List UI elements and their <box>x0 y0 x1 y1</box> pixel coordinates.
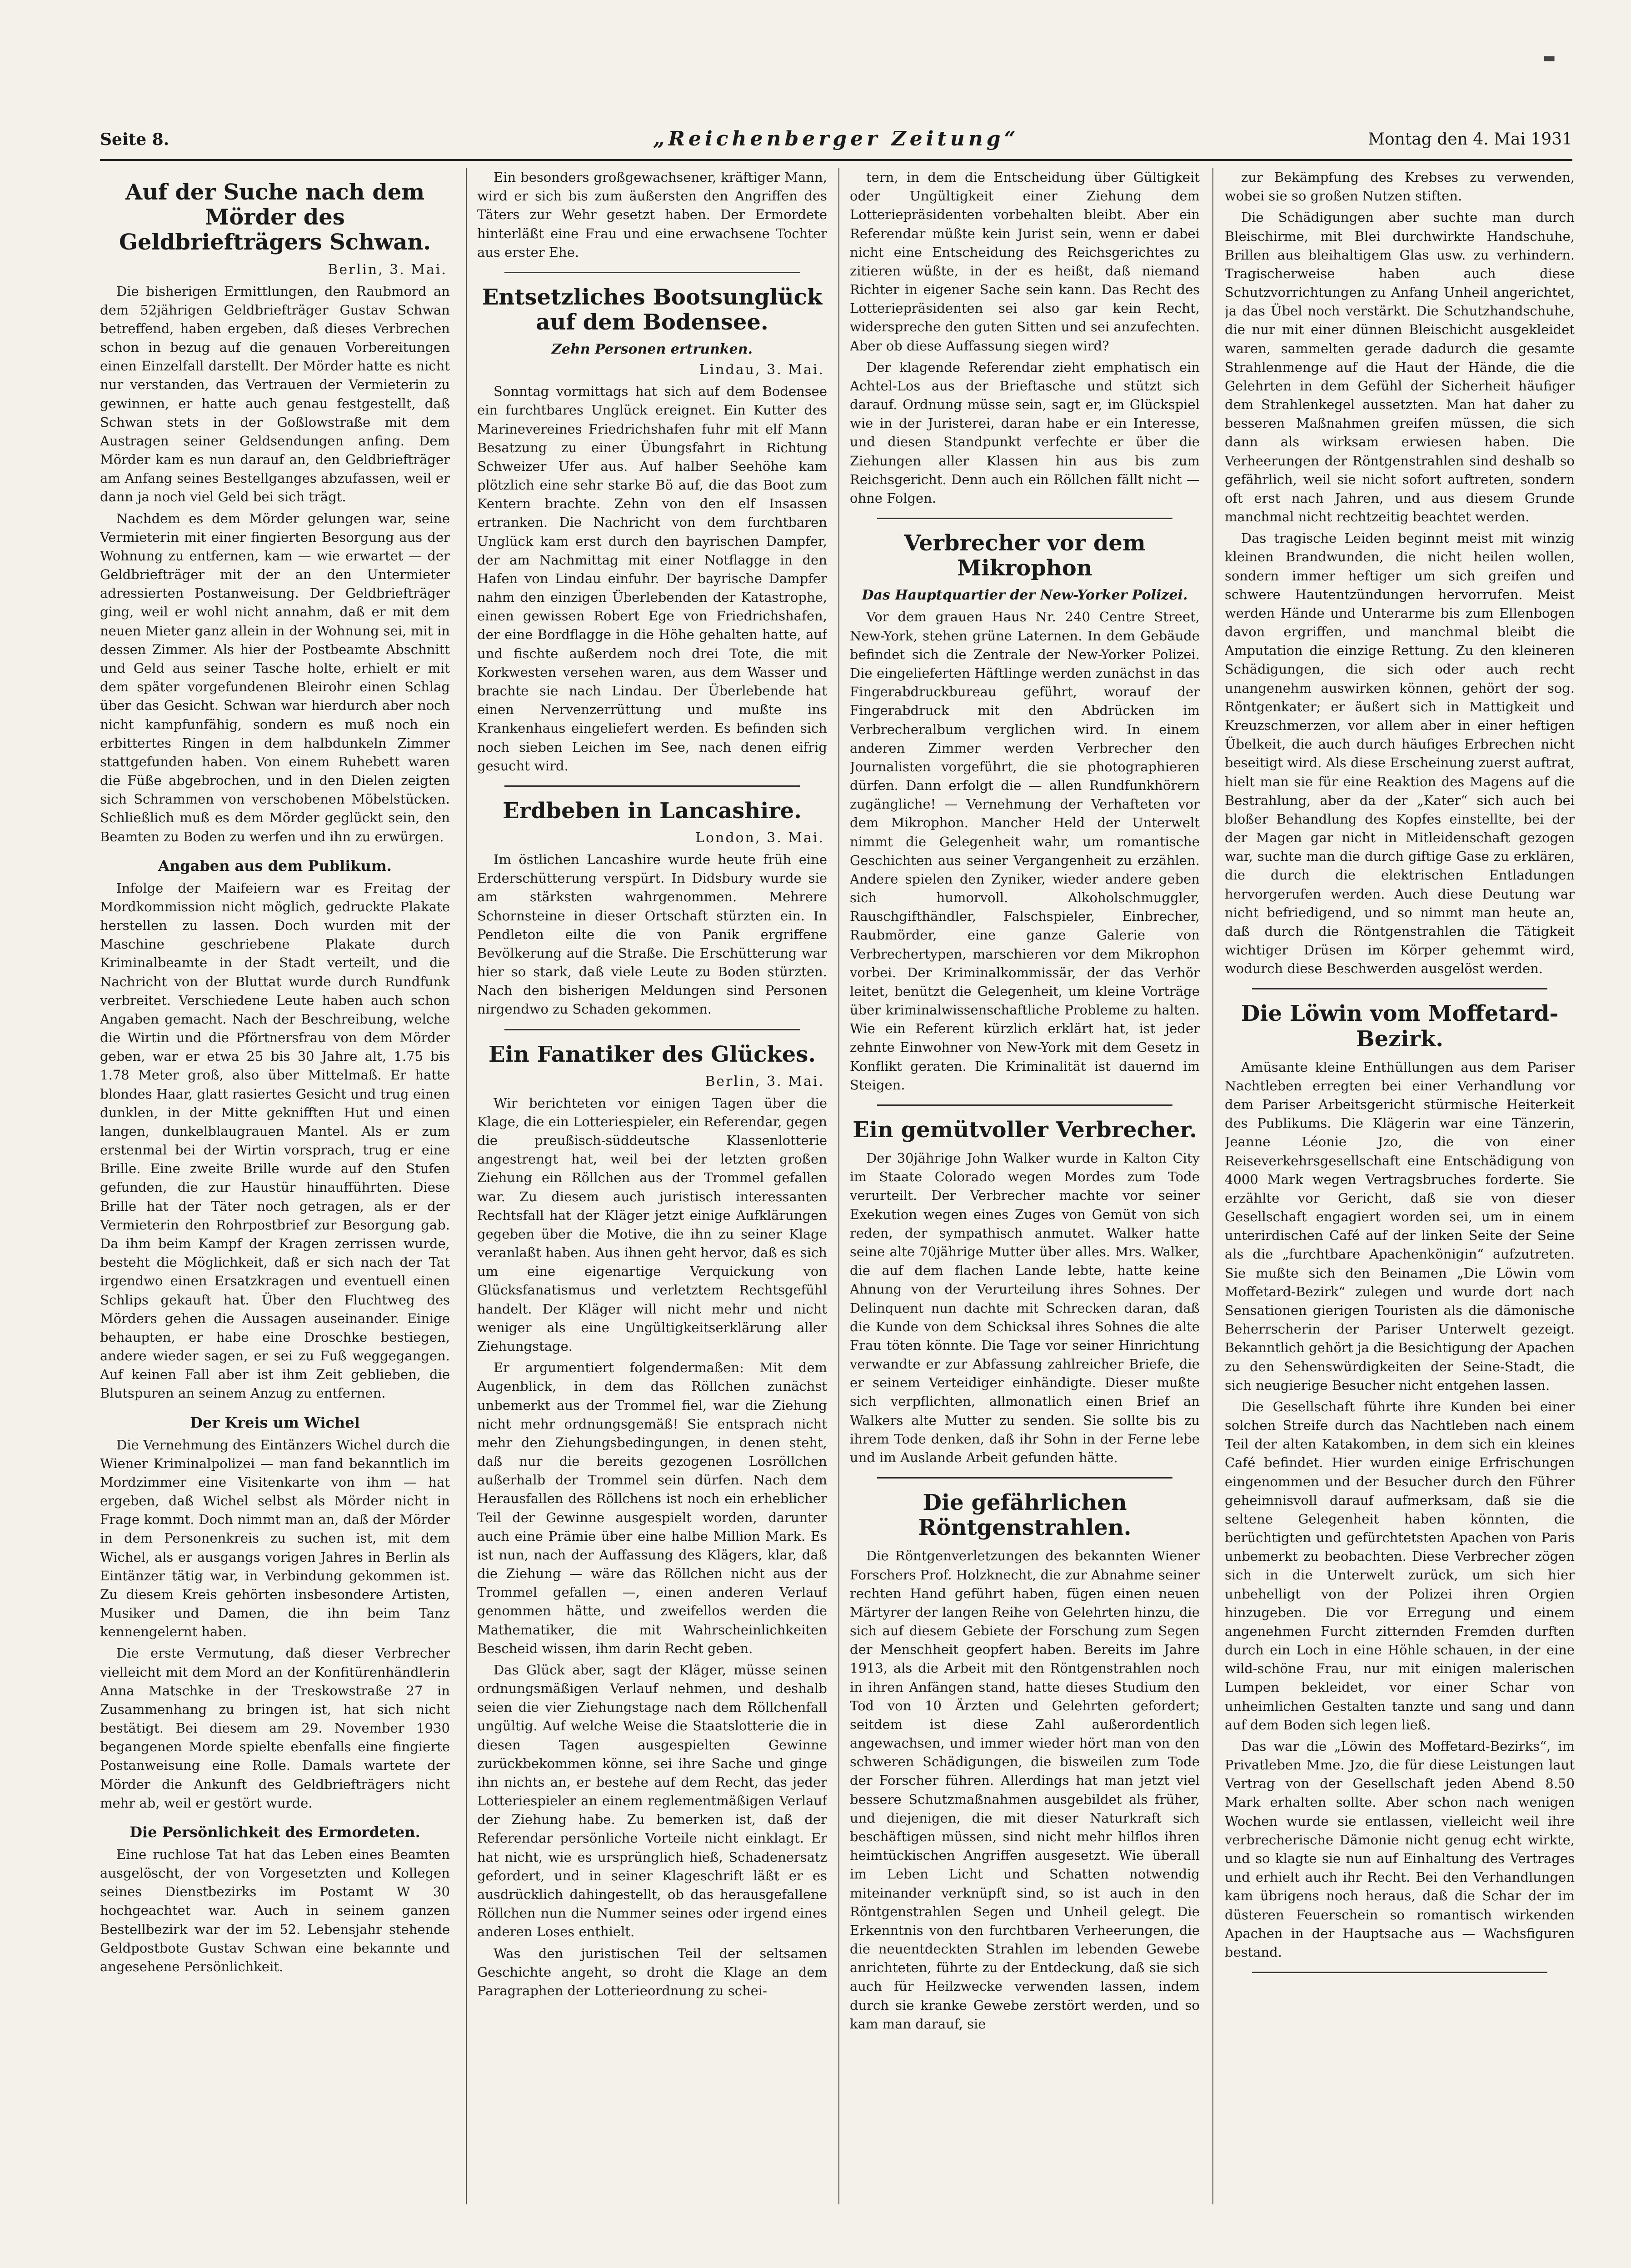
dateline: Berlin, 3. Mai. <box>705 1073 824 1089</box>
article-paragraph: Das Glück aber, sagt der Kläger, müsse seinen ordnungsmäßigen Verlauf nehmen, und deshalb seien die vier Ziehungstage nach dem Röllchenfall ungültig. Auf welche Weise die Staatslotterie die in diesen Tagen ausgespielten Gewinne zurückbekommen könne, sei ihre Sache und ginge ihn nichts an, er bestehe auf dem Recht, das jeder Lotteriespieler an einem reglementmäßigen Verlauf der Ziehung habe. Zu bemerken ist, daß der Referendar persönliche Vorteile nicht einklagt. Er hat nicht, wie es ursprünglich hieß, Schadenersatz gefordert, und in seiner Klageschrift läßt er es ausdrücklich dahingestellt, ob das herausgefallene Röllchen nun die Nummer seines oder irgend eines anderen Loses enthielt. <box>477 1662 827 1940</box>
article-paragraph: Die erste Vermutung, daß dieser Verbrecher vielleicht mit dem Mord an der Konfitürenhändlerin Anna Matschke in der Treskowstraße 27 in Zusammenhang zu bringen ist, hat sich nicht bestätigt. Bei diesem am 29. November 1930 begangenen Morde spielte ebenfalls eine fingierte Postanweisung eine Rolle. Damals wartete der Mörder die Ankunft des Geldbriefträgers nicht mehr ab, weil er gestört wurde. <box>100 1645 450 1811</box>
article-paragraph: Die Gesellschaft führte ihre Kunden bei einer solchen Streife durch das Nachtleben nach einem Teil der alten Katakomben, in dem sich ein kleines Café befindet. Hier wurden einige Erfrischungen eingenommen und der Besucher durch den Führer geheimnisvoll darauf aufmerksam, daß sie die seltene Gelegenheit haben könnten, die berüchtigten und gefürchtetsten Apachen von Paris unbemerkt zu beobachten. Diese Verbrecher zögen sich in die Unterwelt zurück, um sich hier unbehelligt von der Polizei ihren Orgien hinzugeben. Die vor Erregung und einem angenehmen Furcht zitternden Fremden durften durch ein Loch in eine Höhle schauen, in der eine wild-schöne Frau, nur mit einigen malerischen Lumpen bekleidet, vor einer Schar von unheimlichen Gestalten tanzte und sang und dann auf dem Boden sich legen ließ. <box>1225 1399 1575 1733</box>
dateline: Berlin, 3. Mai. <box>328 261 447 278</box>
column-divider <box>838 168 839 2204</box>
page-header <box>100 127 1572 159</box>
article-paragraph: Das tragische Leiden beginnt meist mit winzig kleinen Brandwunden, die nicht heilen wollen, sondern immer heftiger um sich greifen und schwere Hautentzündungen hervorrufen. Meist werden Hände und Unterarme bis zum Ellenbogen davon ergriffen, und manchmal bleibt die Amputation die einzige Rettung. Zu den kleineren Schädigungen, die sich oder auch recht unangenehm auswirken können, gehört der sog. Röntgenkater; er äußert sich in Mattigkeit und Kreuzschmerzen, vor allem aber in einer heftigen Übelkeit, die auch durch häufiges Erbrechen nicht beseitigt wird. Als diese Erscheinung zuerst auftrat, hielt man sie für eine Reaktion des Magens auf die Bestrahlung, aber da der „Kater“ sich auch bei bloßer Behandlung des Kopfes einstellte, bei der der Magen gar nicht in Mitleidenschaft gezogen war, suchte man die durch giftige Gase zu erklären, die durch die elektrischen Entladungen hervorgerufen werden. Auch diese Deutung war nicht befriedigend, und so nimmt man heute an, daß durch die Röntgenstrahlen die Tätigkeit wichtiger Drüsen im Körper gehemmt wird, wodurch diese Beschwerden ausgelöst werden. <box>1225 530 1575 977</box>
article-paragraph: Die Schädigungen aber suchte man durch Bleischirme, mit Blei durchwirkte Handschuhe, Brillen aus bleihaltigem Glas usw. zu verhindern. Tragischerweise haben auch diese Schutzvorrichtungen zu Anfang Unheil angerichtet, ja das Übel noch verstärkt. Die Schutzhandschuhe, die nur mit einer dünnen Bleischicht ausgekleidet waren, sammelten gerade dadurch die gesamte Strahlenmenge auf die Haut der Hände, die die Gelehrten in dem Gefühl der Sicherheit häufiger dem Strahlenkegel aussetzten. Man hat daher zu besseren Maßnahmen greifen müssen, die sich dann als wirksam erwiesen haben. Die Verheerungen der Röntgenstrahlen sind deshalb so gefährlich, weil sie nicht sofort auftreten, sondern oft erst nach Jahren, und aus diesem Grunde manchmal nicht rechtzeitig beachtet werden. <box>1225 210 1575 525</box>
article-paragraph: zur Bekämpfung des Krebses zu verwenden, wobei sie so großen Nutzen stiften. <box>1225 170 1575 204</box>
column-divider <box>1212 168 1213 2204</box>
article-separator <box>504 1029 800 1030</box>
column-3 <box>850 168 1200 2204</box>
subheading-angaben: Angaben aus dem Publikum. <box>158 857 392 874</box>
article-paragraph: Was den juristischen Teil der seltsamen Geschichte angeht, so droht die Klage an dem Paragraphen der Lotterieordnung zu schei- <box>477 1945 827 1998</box>
article-paragraph: Nachdem es dem Mörder gelungen war, seine Vermieterin mit einer fingierten Besorgung aus der Wohnung zu entfernen, kam — wie erwartet — der Geldbriefträger mit der an den Untermieter adressierten Postanweisung. Der Geldbriefträger ging, weil er wohl nicht annahm, daß er mit dem neuen Mieter ganz allein in der Wohnung sei, mit in dessen Zimmer. Als hier der Postbeamte Abschnitt und Geld aus seiner Tasche holte, erhielt er mit dem später vorgefundenen Bleirohr einen Schlag über das Gesicht. Schwan war hierdurch aber noch nicht kampfunfähig, sondern es muß noch ein erbittertes Ringen in dem halbdunkeln Zimmer stattgefunden haben. Von einem Ruhebett waren die Füße abgebrochen, und in den Dielen zeigten sich Schrammen von verschobenen Möbelstücken. Schließlich muß es dem Mörder geglückt sein, den Beamten zu Boden zu werfen und ihn zu erwürgen. <box>100 510 450 844</box>
headline-erdbeben: Erdbeben in Lancashire. <box>503 798 802 824</box>
column-1 <box>100 168 450 2204</box>
headline-gemuetvoll: Ein gemütvoller Verbrecher. <box>853 1117 1197 1143</box>
article-separator <box>1252 1972 1547 1973</box>
page-number: Seite 8. <box>100 130 170 149</box>
headline-schwan: Auf der Suche nach dem Mörder des Geldbriefträgers Schwan. <box>119 180 431 255</box>
article-separator <box>877 518 1172 519</box>
article-separator <box>504 272 800 273</box>
article-separator <box>504 785 800 787</box>
column-4 <box>1225 168 1575 2204</box>
headline-bootsunglueck: Entsetzliches Bootsunglück auf dem Bodensee. <box>482 284 823 335</box>
article-paragraph: Er argumentiert folgendermaßen: Mit dem Augenblick, in dem das Röllchen zunächst unbemerkt aus der Trommel fiel, war die Ziehung nicht mehr ordnungsgemäß! Sie entsprach nicht mehr den Ziehungsbedingungen, in denen steht, daß nur die bereits gezogenen Losröllchen außerhalb der Trommel sein dürfen. Nach dem Herausfallen des Röllchens ist noch ein erheblicher Teil der Gewinne ausgespielt worden, darunter auch eine Prämie über eine halbe Million Mark. Es ist nun, nach der Auffassung des Klägers, klar, daß die Ziehung — wäre das Röllchen nicht aus der Trommel gefallen —, einen anderen Verlauf genommen hätte, und zweifellos werden die Mathematiker, die mit Wahrscheinlichkeiten Bescheid wissen, ihm darin Recht geben. <box>477 1360 827 1656</box>
column-2 <box>477 168 827 2204</box>
article-separator <box>877 1104 1172 1106</box>
dateline: Lindau, 3. Mai. <box>699 362 824 378</box>
article-paragraph: Die Vernehmung des Eintänzers Wichel durch die Wiener Kriminalpolizei — man fand bekanntlich im Mordzimmer eine Visitenkarte von ihm — hat ergeben, daß Wichel selbst als Mörder nicht in Frage kommt. Doch nimmt man an, daß der Mörder in dem Personenkreis zu suchen ist, mit dem Wichel, als er ausgangs vorigen Jahres in Berlin als Eintänzer tätig war, in Verbindung gekommen ist. Zu diesem Kreis gehörten insbesondere Artisten, Musiker und Damen, die ihn beim Tanz kennengelernt haben. <box>100 1437 450 1640</box>
article-paragraph: Der 30jährige John Walker wurde in Kalton City im Staate Colorado wegen Mordes zum Tode verurteilt. Der Verbrecher machte vor seiner Exekution wegen eines Zuges von Gemüt von sich reden, der sympathisch anmutet. Walker hatte seine alte 70jährige Mutter über alles. Mrs. Walker, die auf dem flachen Lande lebte, hatte keine Ahnung von der Verurteilung ihres Sohnes. Der Delinquent nun dachte mit Schrecken daran, daß die Kunde von dem Schicksal ihres Sohnes die alte Frau töten könnte. Die Tage vor seiner Hinrichtung verwandte er zur Abfassung zahlreicher Briefe, die er seinem Verteidiger einhändigte. Dieser mußte sich verpflichten, allmonatlich einen Brief an Walkers alte Mutter zu senden. Sie sollte bis zu ihrem Tode denken, daß ihr Sohn in der Ferne lebe und im Auslande Arbeit gefunden hätte. <box>850 1150 1200 1465</box>
article-paragraph: Ein besonders großgewachsener, kräftiger Mann, wird er sich bis zum äußersten den Angriffen des Täters zur Wehr gesetzt haben. Der Ermordete hinterläßt eine Frau und eine erwachsene Tochter aus erster Ehe. <box>477 170 827 260</box>
article-paragraph: Amüsante kleine Enthüllungen aus dem Pariser Nachtleben erregten bei einer Verhandlung vor dem Pariser Arbeitsgericht stürmische Heiterkeit des Publikums. Die Klägerin war eine Tänzerin, Jeanne Léonie Jzo, die von einer Reiseverkehrsgesellschaft eine Entschädigung von 4000 Mark wegen Vertragsbruches forderte. Sie erzählte vor Gericht, daß sie von dieser Gesellschaft engagiert worden sei, um in einem unterirdischen Café auf der linken Seite der Seine als die „furchtbare Apachenkönigin“ aufzutreten. Sie mußte sich den Beinamen „Die Löwin vom Moffetard-Bezirk“ zulegen und wurde dort nach Sensationen gierigen Touristen als die dämonische Beherrscherin der Pariser Unterwelt gezeigt. Bekanntlich gehört ja die Besichtigung der Apachen zu den Sehenswürdigkeiten der Seine-Stadt, die sich neugierige Besucher nicht entgehen lassen. <box>1225 1059 1575 1393</box>
dateline: London, 3. Mai. <box>695 830 824 846</box>
headline-mikrophon: Verbrecher vor dem Mikrophon <box>904 530 1146 581</box>
article-paragraph: tern, in dem die Entscheidung über Gültigkeit oder Ungültigkeit einer Ziehung dem Lotteriepräsidenten vorbehalten bleibt. Aber ein Referendar müßte kein Jurist sein, wenn er dabei nicht eine Entscheidung des Reichsgerichtes zu zitieren wüßte, in der es heißt, daß niemand Richter in eigener Sache sein kann. Das Recht des Lotteriepräsidenten sei also gar kein Recht, widerspreche den guten Sitten und sei anzufechten. Aber ob diese Auffassung siegen wird? <box>850 170 1200 354</box>
article-separator <box>1252 988 1547 989</box>
article-paragraph: Im östlichen Lancashire wurde heute früh eine Erderschütterung verspürt. In Didsbury wurde sie am stärksten wahrgenommen. Mehrere Schornsteine in dieser Ortschaft stürzten ein. In Pendleton eilte die von Panik ergriffene Bevölkerung auf die Straße. Die Erschütterung war hier so stark, daß viele Leute zu Boden stürzten. Nach den bisherigen Meldungen sind Personen nirgendwo zu Schaden gekommen. <box>477 852 827 1017</box>
article-paragraph: Der klagende Referendar zieht emphatisch ein Achtel-Los aus der Brieftasche und stützt sich darauf. Ordnung müsse sein, sagt er, im Glückspiel wie in der Juristerei, daran habe er ein Interesse, und diesen Standpunkt verfechte er über die Ziehungen aller Klassen hin aus bis zum Reichsgericht. Denn auch ein Röllchen fällt nicht — ohne Folgen. <box>850 359 1200 506</box>
article-paragraph: Die Röntgenverletzungen des bekannten Wiener Forschers Prof. Holzknecht, die zur Abnahme seiner rechten Hand geführt haben, fügen einen neuen Märtyrer der langen Reihe von Gelehrten hinzu, die sich auf diesem Gebiete der Forschung zum Segen der Menschheit geopfert haben. Bereits im Jahre 1913, als die Arbeit mit den Röntgenstrahlen noch in ihren Anfängen stand, hatte dieses Studium den Tod von 10 Ärzten und Gelehrten gefordert; seitdem ist diese Zahl außerordentlich angewachsen, und immer wieder hört man von den schweren Schädigungen, die bisweilen zum Tode der Forscher führen. Allerdings hat man jetzt viel bessere Schutzmaßnahmen ausgebildet als früher, und diejenigen, die mit dieser Naturkraft sich beschäftigen müssen, sind nicht mehr hilflos ihren heimtückischen Angriffen ausgesetzt. Wie überall im Leben Licht und Schatten notwendig miteinander verknüpft sind, so ist auch in den Röntgenstrahlen Segen und Unheil gelegt. Die Erkenntnis von den furchtbaren Verheerungen, die die neuentdeckten Strahlen im lebenden Gewebe anrichteten, führte zu der Entdeckung, daß sie sich auch für Heilzwecke verwenden lassen, indem durch sie kranke Gewebe zerstört werden, und so kam man darauf, sie <box>850 1548 1200 2032</box>
subheading-kreis: Der Kreis um Wichel <box>190 1414 360 1431</box>
article-paragraph: Eine ruchlose Tat hat das Leben eines Beamten ausgelöscht, der von Vorgesetzten und Kollegen seines Dienstbezirks im Postamt W 30 hochgeachtet war. Auch in seinem ganzen Bestellbezirk war der im 52. Lebensjahr stehende Geldpostbote Gustav Schwan eine bekannte und angesehene Persönlichkeit. <box>100 1846 450 1974</box>
article-separator <box>877 1477 1172 1479</box>
column-divider <box>466 168 467 2204</box>
headline-roentgen: Die gefährlichen Röntgenstrahlen. <box>918 1490 1132 1541</box>
subtitle: Zehn Personen ertrunken. <box>551 341 753 358</box>
headline-fanatiker: Ein Fanatiker des Glückes. <box>489 1041 816 1067</box>
issue-date: Montag den 4. Mai 1931 <box>1368 130 1572 149</box>
article-paragraph: Das war die „Löwin des Moffetard-Bezirks“, im Privatleben Mme. Jzo, die für diese Leistungen laut Vertrag von der Gesellschaft jeden Abend 8.50 Mark erhalten sollte. Aber schon nach wenigen Wochen wurde sie entlassen, vielleicht weil ihre verbrecherische Dämonie nicht genug echt wirkte, und so klagte sie nun auf Einhaltung des Vertrages und erhielt auch ihr Recht. Bei den Verhandlungen kam übrigens noch heraus, daß die Schar der im düsteren Feuerschein so romantisch wirkenden Apachen in der Hauptsache aus — Wachsfiguren bestand. <box>1225 1738 1575 1960</box>
newspaper-title: „Reichenberger Zeitung“ <box>653 127 1019 150</box>
article-paragraph: Sonntag vormittags hat sich auf dem Bodensee ein furchtbares Unglück ereignet. Ein Kutter des Marinevereines Friedrichshafen fuhr mit elf Mann Besatzung zu einer Übungsfahrt in Richtung Schweizer Ufer aus. Auf halber Seehöhe kam plötzlich eine sehr starke Bö auf, die das Boot zum Kentern brachte. Zehn von den elf Insassen ertranken. Die Nachricht von dem furchtbaren Unglück kam erst durch den bayrischen Dampfer, der am Nachmittag mit einer Notflagge in den Hafen von Lindau einfuhr. Der bayrische Dampfer nahm den einzigen Überlebenden der Katastrophe, einen gewissen Robert Ege von Friedrichshafen, der eine Bordflagge in die Höhe gehalten hatte, auf und fischte außerdem noch drei Tote, die mit Korkwesten versehen waren, aus dem Wasser und brachte sie nach Lindau. Der Überlebende hat einen Nervenzerrüttung und mußte ins Krankenhaus eingeliefert werden. Es befinden sich noch sieben Leichen im See, nach denen eifrig gesucht wird. <box>477 384 827 774</box>
article-paragraph: Wir berichteten vor einigen Tagen über die Klage, die ein Lotteriespieler, ein Referendar, gegen die preußisch-süddeutsche Klassenlotterie angestrengt hat, weil bei der letzten großen Ziehung ein Röllchen aus der Trommel gefallen war. Zu diesem auch juristisch interessanten Rechtsfall hat der Kläger jetzt einige Aufklärungen gegeben über die Motive, die ihn zu seiner Klage veranlaßt haben. Aus ihnen geht hervor, daß es sich um eine eigenartige Verquickung von Glücksfanatismus und verletztem Rechtsgefühl handelt. Der Kläger will nicht mehr und nicht weniger als eine Ungültigkeitserklärung aller Ziehungstage. <box>477 1095 827 1354</box>
subtitle: Das Hauptquartier der New-Yorker Polizei. <box>862 587 1188 604</box>
article-paragraph: Die bisherigen Ermittlungen, den Raubmord an dem 52jährigen Geldbriefträger Gustav Schwan betreffend, haben ergeben, daß dieses Verbrechen schon in bezug auf die genauen Vorbereitungen einen Einzelfall darstellt. Der Mörder hatte es nicht nur verstanden, das Vertrauen der Vermieterin zu gewinnen, er hatte auch genau festgestellt, daß Schwan stets in der Goßlowstraße mit dem Austragen seiner Geldsendungen anfing. Dem Mörder kam es nun darauf an, den Geldbriefträger am Anfang seines Bestellganges abzufassen, weil er dann ja noch viel Geld bei sich trägt. <box>100 283 450 505</box>
article-paragraph: Vor dem grauen Haus Nr. 240 Centre Street, New-York, stehen grüne Laternen. In dem Gebäude befindet sich die Zentrale der New-Yorker Polizei. Die eingelieferten Häftlinge werden zunächst in das Fingerabdruckbureau geführt, worauf der Fingerabdruck mit den Abdrücken im Verbrecheralbum verglichen wird. In einem anderen Zimmer werden Verbrecher den Journalisten vorgeführt, die sie photographieren dürfen. Dann erfolgt die — allen Rundfunkhörern zugängliche! — Vernehmung der Verhafteten vor dem Mikrophon. Mancher Held der Unterwelt nimmt die Gelegenheit wahr, um romantische Geschichten aus seiner Vergangenheit zu erzählen. Andere spielen den Zyniker, wieder andere geben sich humorvoll. Alkoholschmuggler, Rauschgifthändler, Falschspieler, Einbrecher, Raubmörder, eine ganze Galerie von Verbrechertypen, marschieren vor dem Mikrophon vorbei. Der Kriminalkommissär, der das Verhör leitet, benützt die Gelegenheit, um kleine Vorträge über kriminalwissenschaftliche Probleme zu halten. Wie ein Referent kürzlich erklärt hat, ist jeder zehnte Einwohner von New-York mit dem Gesetz in Konflikt geraten. Die Kriminalität ist dauernd im Steigen. <box>850 609 1200 1093</box>
corner-mark: ▬ <box>1543 50 1556 66</box>
header-rule <box>100 159 1572 161</box>
article-paragraph: Infolge der Maifeiern war es Freitag der Mordkommission nicht möglich, gedruckte Plakate herstellen zu lassen. Doch wurden mit der Maschine geschriebene Plakate durch Kriminalbeamte in der Stadt verteilt, und die Nachricht von der Bluttat wurde durch Rundfunk verbreitet. Verschiedene Leute haben auch schon Angaben gemacht. Nach der Beschreibung, welche die Wirtin und die Pförtnersfrau von dem Mörder geben, war er etwa 25 bis 30 Jahre alt, 1.75 bis 1.78 Meter groß, also über Mittelmaß. Er hatte blondes Haar, glatt rasiertes Gesicht und trug einen dunklen, in der Mitte geknifften Hut und einen langen, dunkelblaugrauen Mantel. Als er zum erstenmal bei der Wirtin vorsprach, trug er eine Brille. Eine zweite Brille wurde auf den Stufen gefunden, die zur Haustür hinaufführten. Diese Brille hat der Täter noch getragen, als er der Vermieterin den Rohrpostbrief zur Besorgung gab. Da ihm beim Kampf der Kragen zerrissen wurde, besteht die Möglichkeit, daß er sich nach der Tat irgendwo einen Ersatzkragen und eventuell einen Schlips gekauft hat. Über den Fluchtweg des Mörders gehen die Aussagen auseinander. Einige behaupten, er habe eine Droschke bestiegen, andere wieder sagen, er sei zu Fuß weggegangen. Auf keinen Fall aber ist ihm Zeit geblieben, die Blutspuren an seinem Anzug zu entfernen. <box>100 880 450 1401</box>
subheading-persoenlichkeit: Die Persönlichkeit des Ermordeten. <box>130 1823 420 1841</box>
headline-loewin: Die Löwin vom Moffetard-Bezirk. <box>1241 1001 1559 1052</box>
